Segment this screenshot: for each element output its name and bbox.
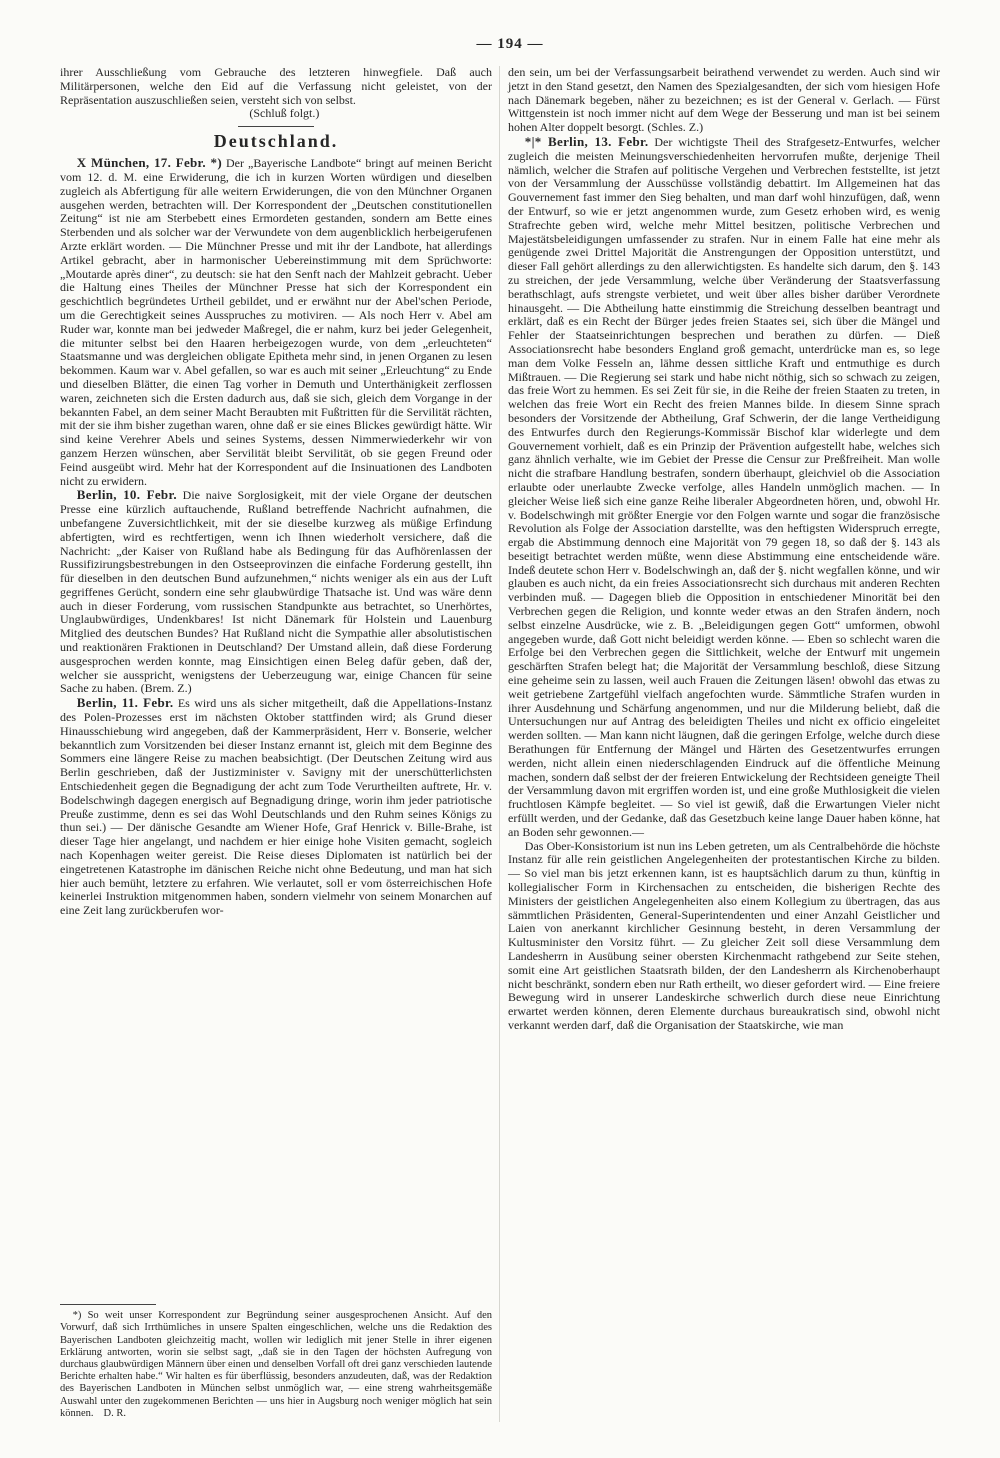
- continuation-text: ihrer Ausschließung vom Gebrauche des letzteren hinwegfiele. Daß auch Militärpersonen, welche den Eid auf die Verfassung nicht geleistet, von der Repräsentation auszuschließen seien, versteht sich von selbst.: [60, 65, 492, 107]
- footnote-signature: D. R.: [103, 1407, 127, 1419]
- article-text: Der „Bayerische Landbote“ bringt auf meinen Bericht vom 12. d. M. eine Erwiderung, die ich in kurzen Worten würdigen und dieselben zugleich als Abfertigung für alle weitern Erwiderungen, die von den Münchner Organen ausgehen werden, betrachten will. Der Korrespondent der „Deutschen constitutionellen Zeitung“ ist nie am Sterbebett eines Ermordeten gestanden, sondern am Bette eines Sterbenden und als solcher war der Verwundete von dem augenblicklich herbeigerufenen Arzte erklärt worden. — Die Münchner Presse und mit ihr der Landbote, hat allerdings Artikel gebracht, aber in harmonischer Uebereinstimmung mit dem Sprüchworte: „Moutarde après diner“, zu deutsch: sie hat den Senft nach der Mahlzeit gebracht. Ueber die Haltung eines Theiles der Münchner Presse hat sich der Korrespondent ein geschichtlich begründetes Urtheil gebildet, und er erwähnt nur der Abel'schen Periode, um die Gerechtigkeit seines Ausspruches zu motiviren. — Als noch Herr v. Abel am Ruder war, konnte man bei jedweder Maßregel, die er nahm, kurz bei jeder Gelegenheit, die mitunter selbst bei den Haaren herbeigezogen wurde, von dem „erleuchteten“ Staatsmanne und was dergleichen obligate Epitheta mehr sind, in jenen Organen zu lesen bekommen. Kaum war v. Abel gefallen, so war es auch mit seiner „Erleuchtung“ zu Ende und dieselben Blätter, die einen Tag vorher in Demuth und Unterthänigkeit zerflossen waren, zeichneten sich die Ersten dadurch aus, daß sie sich, gleich dem Vorgange in der bekannten Fabel, an dem seiner Macht Beraubten mit Fußtritten für die Servilität rächten, mit der sie ihm bisher zugethan waren, ohne daß er sie eines Blickes gewürdigt hätte. Wir sind keine Verehrer Abels und seines Systems, dessen Nimmerwiederkehr wir von ganzem Herzen wünschen, aber Servilität bleibt Servilität, ob sie gegen Freund oder Feind ausgeübt wird. Mehr hat der Korrespondent auf die Insinuationen des Landboten nicht zu erwidern.: [60, 156, 492, 488]
- section-heading: Deutschland.: [213, 131, 339, 152]
- article-text: Die naive Sorglosigkeit, mit der viele Organe der deutschen Presse eine kürzlich auftauchende, Rußland betreffende Nachricht aufnahmen, die unbefangene Zuversichtlichkeit, mit der sie dieselbe kurzweg als müßige Erfindung abfertigten, wird es rechtfertigen, wenn ich Ihnen wiederholt versichere, daß die Nachricht: „der Kaiser von Rußland habe als Bedingung für das Aufhörenlassen der Russifizirungsbestrebungen in den Ostseeprovinzen die einfache Forderung gestellt, ihn für dieselben in den deutschen Bund aufzunehmen,“ nichts weniger als ein aus der Luft gegriffenes Gerücht, sondern eine sehr glaubwürdige Thatsache ist. Und was wäre denn auch in dieser Forderung, vom russischen Standpunkte aus betrachtet, so Unerhörtes, Unglaubwürdiges, Undenkbares! Ist nicht Dänemark für Holstein und Lauenburg Mitglied des deutschen Bundes? Hat Rußland nicht die Sympathie aller absolutistischen und reaktionären Fraktionen in Deutschland? Der Umstand allein, daß diese Forderung ausgesprochen werden konnte, mag Einsichtigen einen Beleg dafür geben, daß der, welcher sie ausspricht, wenigstens der Ueberzeugung war, einige Chancen für seine Sache zu haben. (Brem. Z.): [60, 488, 492, 696]
- footnote-text: *) So weit unser Korrespondent zur Begründung seiner ausgesprochenen Ansicht. Auf den Vorwurf, daß sich Irrthümliches in unsere Spalten eingeschlichen, welche uns die Redaktion des Bayerischen Landboten gleichzeitig macht, wollen wir lediglich mit jener Stelle in ihrer eigenen Erklärung antworten, worin sie selbst sagt, „daß sie in den Tagen der höchsten Aufregung von durchaus glaubwürdigen Männern über einen und denselben Vorfall oft drei ganz verschieden lautende Berichte erhalten habe.“ Wir halten es für überflüssig, besonders anzudeuten, daß, was der Redaktion des Bayerischen Landboten in München selbst unmöglich war, — eine streng wahrheitsgemäße Auswahl unter den zugekommenen Berichten — uns hier in Augsburg noch weniger möglich hat sein können.: [60, 1310, 492, 1419]
- article-paragraph: Das Ober-Konsistorium ist nun ins Leben getreten, um als Centralbehörde die höchste Instanz für alle rein geistlichen Angelegenheiten der protestantischen Kirche zu bilden. — So viel man bis jetzt erkennen kann, ist es hauptsächlich darum zu thun, künftig in kollegialischer Form in Kirchensachen zu entscheiden, die bisherigen Rechte des Ministers der geistlichen Angelegenheiten also einem Kollegium zu übertragen, das aus sämmtlichen Präsidenten, General-Superintendenten und einer Anzahl Geistlicher und Laien von anerkannt kirchlicher Gesinnung besteht, in deren Versammlung der Kultusminister den Vorsitz führt. — Zu gleicher Zeit soll diese Versammlung dem Landesherrn in Ausübung seiner obersten Kirchenmacht rathgebend zur Seite stehen, somit eine Art geistlichen Staatsrath bilden, der den Landesherrn als Kirchenoberhaupt nicht beschränkt, sondern eben nur Rath ertheilt, wo dieser gefordert wird. — Eine freiere Bewegung wird in unserer Landeskirche schwerlich durch diese neue Einrichtung erwartet werden können, deren Elemente durchaus bureaukratisch sind, obwohl nicht verkannt werden darf, daß die Organisation der Staatskirche, wie man: [508, 838, 940, 1032]
- article-berlin-11: [60, 696, 492, 918]
- footnote-separator: [60, 1304, 156, 1305]
- article-dateline: *|* Berlin, 13. Febr.: [524, 133, 649, 149]
- article-dateline: Berlin, 11. Febr.: [76, 695, 174, 711]
- footnote: [60, 1304, 492, 1420]
- article-berlin-10: [60, 488, 492, 696]
- section-separator: [238, 126, 314, 127]
- article-dateline: X München, 17. Febr. *): [76, 155, 222, 171]
- article-text: Der wichtigste Theil des Strafgesetz-Entwurfes, welcher zugleich die meisten Meinungsverschiedenheiten hervorrufen mußte, derjenige Theil nämlich, welcher die Strafen auf politische Vergehen und Verbrechen feststellte, ist jetzt von der Versammlung der Ausschüsse vollständig debattirt. Im Allgemeinen hat das Gouvernement fast immer den Sieg behalten, und man darf wohl hinzufügen, daß, wenn der Entwurf, so wie er jetzt angenommen wurde, zum Gesetz erhoben wird, es wenig Strafrechte geben wird, welche mehr Mittel besitzen, politische Verbrechen und Majestätsbeleidigungen umfassender zu strafen. Nur in einem Falle hat eine mehr als genügende zwei Drittel Majorität die Anstrengungen der Opposition unterstützt, und dieser Fall gehört allerdings zu den allerwichtigsten. Es handelte sich darum, den §. 143 zu streichen, der jede Versammlung, welche über Veränderung der Staatsverfassung berathschlagt, aufs strengste verbietet, und weit über alles bisher darüber Verordnete hinausgeht. — Die Abtheilung hatte einstimmig die Streichung desselben beantragt und erklärt, daß es ein Recht der Bürger jedes freien Staates sei, sich über die Mängel und Fehler der Staatseinrichtungen besprechen und berathen zu dürfen. — Dieß Associationsrecht habe besonders England groß gemacht, unterdrücke man es, so lege man dem Volke Fesseln an, lähme dessen sittliche Kraft und entmuthige es durch Mißtrauen. — Die Regierung sei stark und habe nicht nöthig, sich so schwach zu zeigen, das freie Wort zu hemmen. Es sei Zeit für sie, in die Reihe der freien Staaten zu treten, in welchen das freie Wort ein Recht des freien Mannes bilde. In diesem Sinne sprach besonders der Vorsitzende der Abtheilung, Graf Schwerin, der die lange Vertheidigung des Entwurfes durch den Regierungs-Kommissär Bischof klar widerlegte und dem Gouvernement vorhielt, daß es ein Prinzip der Prävention aufgestellt habe, welches sich ganz ähnlich verhalte, wie im Gebiet der Presse die Censur zur Preßfreiheit. Man wolle nicht die strafbare Handlung bestrafen, sondern überhaupt, gleichviel ob die Association erlaubte oder unerlaubte Zwecke verfolge, alles Handeln unmöglich machen. — In gleicher Weise ließ sich eine ganze Reihe liberaler Abgeordneten hören, und, obwohl Hr. v. Bodelschwingh mit größter Energie vor den Folgen warnte und sogar die französische Revolution als Folge der Association darstellte, was den heftigsten Widerspruch erregte, ergab die Abstimmung dennoch eine Majorität von 79 gegen 18, so daß der §. 143 als beseitigt betrachtet werden müßte, wenn diese Abstimmung eine entscheidende wäre. Indeß deutete schon Herr v. Bodelschwingh an, daß der §. nicht wegfallen könne, und wir glauben es auch nicht, da ein freies Associationsrecht sich durchaus mit anderen Rechten verbinden muß. — Dagegen blieb die Opposition in entschiedener Minorität bei den Verbrechen gegen die Religion, und konnte weder etwas an den Strafen ändern, noch selbst einzelne Ausdrücke, wie z. B. „Beleidigungen gegen Gott“ umformen, obwohl angegeben wurde, daß Gott nicht beleidigt werden könne. — Eben so schlecht waren die Erfolge bei den Verbrechen gegen die Sittlichkeit, welche der Entwurf mit ungemein geschärften Strafen belegt hat; die Majorität der Versammlung beschloß, diese Sitzung eine geheime sein zu lassen, weil auch Frauen die Zeitungen läsen! obwohl das etwas zu weit getriebene Zartgefühl vielfach angefochten wurde. Sämmtliche Strafen wurden in ihrer Ausdehnung und Schärfung angenommen, und nur die Milderung beliebt, daß die Untersuchungen nur auf Antrag des beleidigten Theiles und nicht ex officio eingeleitet werden sollten. — Man kann nicht läugnen, daß die geringen Erfolge, welche durch diese Berathungen für Entfernung der Mängel und Härten des Gesetzentwurfes errungen werden, nicht allein einen niederschlagenden Eindruck auf die öffentliche Meinung machen, sondern daß selbst der der freieren Entwickelung der Rechtsideen geneigte Theil der Versammlung davon mit ergriffen worden ist, und eine große Muthlosigkeit die vielen fruchtlosen Kämpfe begleitet. — So viel ist gewiß, daß die Erwartungen Vieler nicht erfüllt werden, und der Gedanke, daß das Gesetzbuch keine lange Dauer haben könne, hat an Boden sehr gewonnen.—: [508, 134, 940, 839]
- column-divider: [499, 66, 500, 1422]
- right-column: [508, 66, 940, 1033]
- page-number: — 194 —: [476, 36, 544, 52]
- left-column-body: [60, 66, 492, 918]
- footnote-paragraph: [60, 1310, 492, 1420]
- continuation-text: den sein, um bei der Verfassungsarbeit beirathend verwendet zu werden. Auch sind wir jetzt in den Stand gesetzt, den Namen des Spezialgesandten, der sich vom hiesigen Hofe nach Dänemark begeben, näher zu bezeichnen; es ist der General v. Gerlach. — Fürst Wittgenstein ist noch immer nicht auf dem Wege der Besserung und man ist bei seinem hohen Alter doppelt besorgt. (Schles. Z.): [508, 65, 940, 135]
- left-column: [60, 66, 492, 1420]
- article-berlin-13: [508, 135, 940, 840]
- article-text: Es wird uns als sicher mitgetheilt, daß die Appellations-Instanz des Polen-Prozesses erst im nächsten Oktober stattfinden wird; als Grund dieser Hinausschiebung wird angegeben, daß der Kammerpräsident, Herr v. Bonserie, welcher bekanntlich zum Vorsitzenden bei dieser Instanz ernannt ist, gleich mit dem Beginne des Sommers eine längere Reise zu machen beabsichtigt. (Der Deutschen Zeitung wird aus Berlin geschrieben, daß der Justizminister v. Savigny mit der unerschütterlichsten Entschiedenheit gegen die Begnadigung der acht zum Tode Verurtheilten auftrete, Hr. v. Bodelschwingh dagegen energisch auf Begnadigung dringe, worin ihm jeder patriotische Preuße zustimme, denn es sei das Wohl Deutschlands und den Ruhm seines Königs zu thun sei.) — Der dänische Gesandte am Wiener Hofe, Graf Henrick v. Bille-Brahe, ist dieser Tage hier angelangt, und nachdem er hier einige hohe Visiten gemacht, sogleich nach Kopenhagen weiter gereist. Die Reise dieses Diplomaten ist natürlich bei der eingetretenen Katastrophe im dänischen Reiche nicht ohne Bedeutung, und man hat sich hier auch bemüht, letztere zu erfahren. Wie verlautet, soll er vom österreichischen Hofe keinerlei Instruktion mitgenommen haben, sondern vielmehr von seinem Monarchen auf eine Zeit lang zurückberufen wor-: [60, 696, 492, 918]
- article-muenchen: [60, 156, 492, 488]
- article-dateline: Berlin, 10. Febr.: [76, 487, 177, 503]
- continued-note: (Schluß folgt.): [249, 106, 320, 121]
